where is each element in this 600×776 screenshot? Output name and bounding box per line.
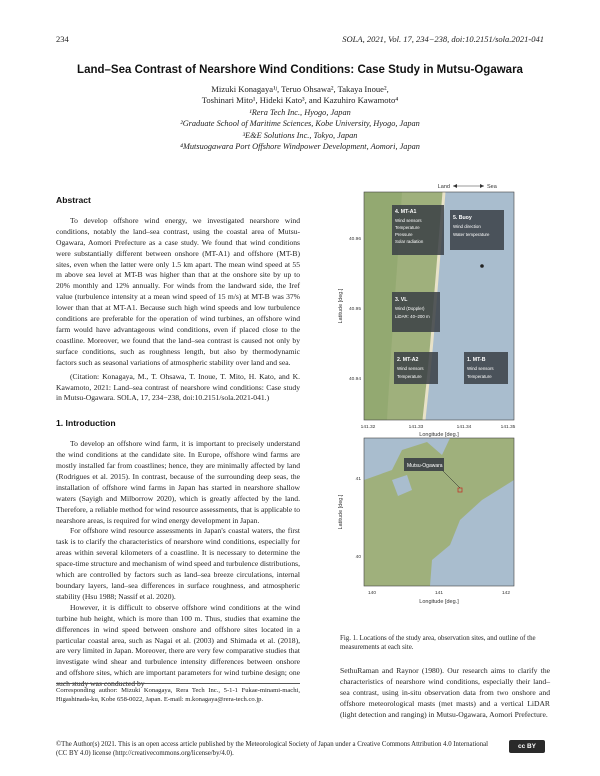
figure-caption: Fig. 1. Locations of the study area, observation sites, and outline of the measurements at each site.	[340, 635, 536, 651]
mutsu-ogawara-label: Mutsu-Ogawara	[407, 463, 443, 469]
affiliation: ³E&E Solutions Inc., Tokyo, Japan	[242, 130, 358, 140]
affiliation: ⁴Mutsuogawara Port Offshore Windpower Development, Aomori, Japan	[180, 142, 420, 152]
left-column	[56, 195, 300, 690]
y-axis-label: Latitude [deg.]	[338, 288, 344, 324]
right-column	[340, 666, 550, 721]
bottom-map	[338, 438, 514, 605]
corresponding-author-note: Corresponding author: Mizuki Konagaya, Rera Tech Inc., 5-1-1 Fukae-minami-machi, Higashinada-ku, Kobe 658-0022, Japan. E-mail: m.konagaya@rera-tech.co.jp.	[56, 687, 300, 703]
y-tick: 41	[355, 477, 361, 482]
figure-1	[332, 180, 562, 605]
y-tick: 40	[355, 555, 361, 560]
author-line: Mizuki Konagaya¹ʲ, Teruo Ohsawa², Takaya Inoue²,	[211, 84, 389, 94]
buoy-marker	[480, 264, 484, 268]
cc-license-badge	[509, 740, 545, 753]
abstract-heading: Abstract	[56, 195, 91, 205]
svg-text:LiDAR: 40–200 m: LiDAR: 40–200 m	[395, 314, 430, 319]
direction-sea-label: Sea	[487, 184, 497, 190]
x-axis-label: Longitude [deg.]	[419, 432, 459, 438]
affiliation: ¹Rera Tech Inc., Hyogo, Japan	[249, 108, 351, 117]
svg-text:Wind direction: Wind direction	[453, 224, 481, 229]
direction-land-label: Land	[437, 184, 450, 190]
intro-paragraph: To develop an offshore wind farm, it is important to precisely understand the wind conditions at the candidate site. In Europe, offshore wind farms are mostly installed far from coastlines; hence, they are minimally affected by land (Rodrigues et al. 2015). In contrast, because of the surrounding deep seas, the installation of offshore wind farms in Japan has started in nearshore shallow waters (Sayigh and Milborrow 2020), which is greatly affected by the land. Therefore, a reliable method for wind resource assessments, that is applicable to nearshore areas, is required for wind energy development in Japan.	[56, 439, 300, 525]
x-tick: 141	[434, 591, 444, 596]
y-tick: 40.95	[348, 307, 361, 312]
abstract-text: To develop offshore wind energy, we investigated nearshore wind conditions, notably the land–sea contrast, using the coastal area of Mutsu-Ogawara, Aomori Prefecture as a case study. We found that wind conditions were substantially different between onshore (MT-A1) and offshore (MT-B) sites, even when the latter were only 1.5 km apart. The mean wind speed at 55 m above sea level at MT-B was higher than that at the onshore site by up to 20% monthly and 12% annually. For winds from the landward side, the Iref value (turbulence intensity at a mean wind speed of 15 m/s) at MT-B was 37% lower than that at MT-A1. Because such high wind speeds and low turbulence conditions are preferable for the operation of wind turbines, an offshore wind farm would have advantageous wind conditions, even if placed close to the coastline. Moreover, we found that the land–sea contrast is caused not only by surface conditions, such as roughness length, but also by thermodynamic factors such as seasonal variations of atmospheric stability over land and sea.	[56, 215, 300, 367]
affiliation-list	[40, 107, 560, 153]
svg-text:4. MT-A1: 4. MT-A1	[395, 209, 417, 215]
paper-title: Land–Sea Contrast of Nearshore Wind Conditions: Case Study in Mutsu-Ogawara	[77, 64, 523, 76]
svg-text:3. VL: 3. VL	[395, 297, 408, 303]
y-tick: 40.94	[348, 377, 361, 382]
svg-text:Wind (Doppler): Wind (Doppler)	[395, 306, 425, 311]
svg-text:2. MT-A2: 2. MT-A2	[397, 357, 419, 363]
svg-text:Wind sensors: Wind sensors	[395, 218, 422, 223]
author-list	[40, 84, 560, 107]
land-sea-direction	[438, 184, 498, 190]
top-map	[338, 192, 516, 438]
intro-paragraph: For offshore wind resource assessments in Japan's coastal waters, the first task is to clarify the characteristics of nearshore wind conditions, especially for areas within several kilometers of a coastline. It is necessary to determine the space-time structure and mechanism of wind speed and turbulence distributions, which are controlled by factors such as land–sea breeze circulations, internal boundary layers, land–sea differences in surface roughness, and atmospheric stability (Hsu 1988; Nassif et al. 2020).	[56, 526, 300, 601]
label-vl	[392, 292, 440, 332]
svg-text:Water temperature: Water temperature	[453, 232, 490, 237]
label-mt-a1	[392, 205, 444, 255]
author-line: Toshinari Mito¹, Hideki Kato³, and Kazuhiro Kawamoto⁴	[201, 95, 399, 106]
svg-text:Pressure: Pressure	[395, 232, 413, 237]
x-tick: 141.35	[500, 425, 516, 430]
y-axis-label: Latitude [deg.]	[338, 494, 344, 530]
citation-text: (Citation: Konagaya, M., T. Ohsawa, T. Inoue, T. Mito, H. Kato, and K. Kawamoto, 2021: Land–sea contrast of nearshore wind conditions: Case study in Mutsu-Ogawara. SOLA, 17, 234−238, doi:10.2151/sola.2021-041.)	[56, 371, 300, 403]
svg-text:Wind sensors: Wind sensors	[467, 366, 494, 371]
page-number: 234	[56, 34, 69, 44]
y-tick: 40.96	[348, 237, 361, 242]
figure-svg	[332, 180, 562, 625]
x-tick: 141.32	[360, 425, 376, 430]
svg-text:Solar radiation: Solar radiation	[395, 239, 424, 244]
svg-text:1. MT-B: 1. MT-B	[467, 357, 486, 363]
intro-paragraph: However, it is difficult to observe offshore wind conditions at the wind turbine hub height, which is more than 100 m. Thus, studies that examine the differences in wind speed between onshore and offshore sites located in a particular coastal area, such as Nagai et al. (2003) and Shimada et al. (2018), are very limited in Japan. Moreover, there are very few comparative studies that investigate wind shear and turbulence intensity differences between onshore and offshore sites, which are important parameters for wind turbine design; one such study was conducted by	[56, 602, 300, 689]
introduction-heading: 1. Introduction	[56, 418, 116, 429]
cc-badge-text: cc BY	[517, 743, 537, 750]
footnote-rule	[56, 683, 300, 684]
svg-text:Temperature: Temperature	[467, 374, 492, 379]
label-mt-b	[464, 352, 508, 384]
label-mt-a2	[394, 352, 438, 384]
x-tick: 140	[367, 591, 377, 596]
x-axis-label: Longitude [deg.]	[419, 599, 459, 605]
running-head: SOLA, 2021, Vol. 17, 234−238, doi:10.2151/sola.2021-041	[342, 34, 544, 44]
affiliation: ²Graduate School of Maritime Sciences, Kobe University, Hyogo, Japan	[180, 119, 420, 129]
x-tick: 141.33	[408, 425, 424, 430]
svg-text:Wind sensors: Wind sensors	[397, 366, 424, 371]
svg-text:Temperature: Temperature	[395, 225, 420, 230]
license-note: ©The Author(s) 2021. This is an open access article published by the Meteorological Society of Japan under a Creative Commons Attribution 4.0 International (CC BY 4.0) license (http://creativecommons.org/license/by/4.0).	[56, 741, 489, 757]
label-buoy	[450, 210, 504, 250]
svg-text:Temperature: Temperature	[397, 374, 422, 379]
x-tick: 141.34	[456, 425, 472, 430]
x-tick: 142	[501, 591, 511, 596]
right-column-paragraph: SethuRaman and Raynor (1980). Our research aims to clarify the characteristics of nearshore wind conditions, especially their land–sea contrast, using in-situ observation data from two onshore and offshore meteorological masts (met masts) and a vertical LiDAR (light detection and ranging) in Mutsu-Ogawara, Aomori Prefecture.	[340, 666, 550, 719]
svg-text:5. Buoy: 5. Buoy	[453, 215, 472, 221]
